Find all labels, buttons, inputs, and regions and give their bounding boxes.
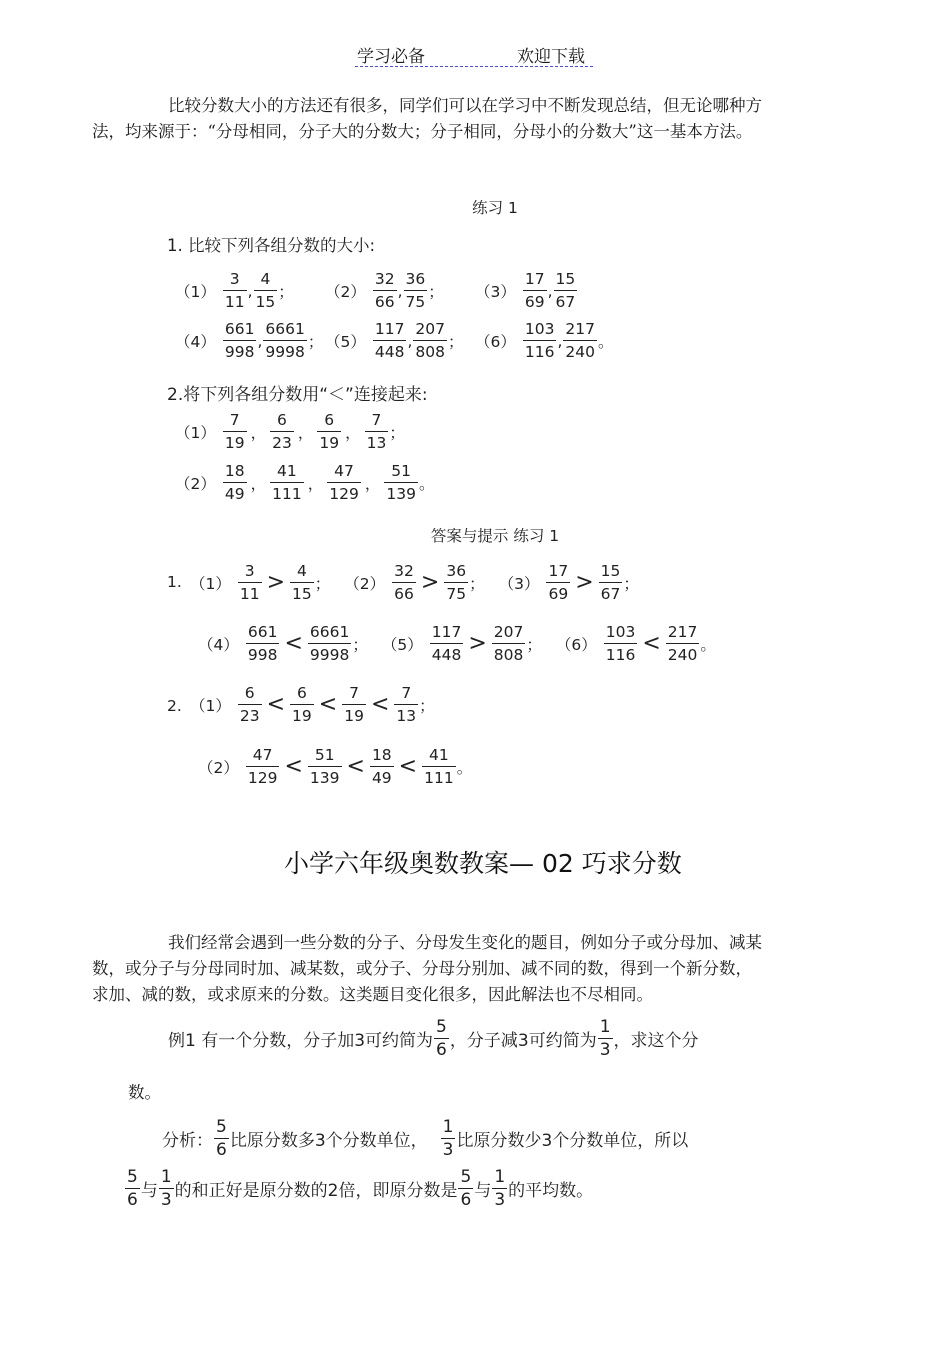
numerator: 207 bbox=[493, 623, 524, 641]
item-label: （2） bbox=[344, 574, 386, 593]
comparison-operator: < bbox=[370, 692, 390, 717]
numerator: 51 bbox=[391, 462, 411, 480]
fraction bbox=[422, 746, 456, 787]
numerator: 117 bbox=[374, 320, 405, 338]
numerator: 36 bbox=[405, 270, 426, 288]
fraction bbox=[546, 562, 570, 603]
denominator: 23 bbox=[270, 431, 294, 452]
numerator: 7 bbox=[401, 684, 412, 702]
denominator: 240 bbox=[563, 340, 597, 361]
numerator: 7 bbox=[371, 411, 382, 429]
analysis-text-1: 分析： bbox=[162, 1131, 213, 1151]
numerator: 6661 bbox=[309, 623, 350, 641]
item-label: （1） bbox=[175, 423, 216, 442]
item-end: ； bbox=[307, 332, 324, 351]
item-label: （3） bbox=[498, 574, 540, 593]
denominator: 139 bbox=[308, 766, 342, 787]
analysis-text-6: 与 bbox=[474, 1181, 492, 1201]
denominator: 240 bbox=[666, 643, 700, 664]
fraction bbox=[238, 684, 262, 725]
fraction bbox=[246, 746, 280, 787]
comma: ， bbox=[345, 423, 361, 442]
analysis-text-4: 与 bbox=[140, 1181, 158, 1201]
analysis-text-3: 比原分数少3个分数单位，所以 bbox=[456, 1131, 689, 1151]
exercise-q1-row-2 bbox=[175, 320, 625, 361]
numerator: 41 bbox=[429, 746, 449, 764]
comparison-operator: < bbox=[266, 692, 286, 717]
example-text-2: ，分子减3可约简为 bbox=[449, 1031, 597, 1051]
answers-title: 答案与提示 练习 1 bbox=[430, 527, 560, 545]
denominator: 111 bbox=[270, 482, 304, 503]
fraction: $\frac{5}{6}$ bbox=[127, 1167, 138, 1210]
numerator: 15 bbox=[600, 562, 621, 580]
numerator: 6 bbox=[244, 684, 255, 702]
item-end: ； bbox=[448, 332, 464, 351]
exercise-q1-row-1 bbox=[175, 270, 625, 311]
fraction bbox=[404, 270, 428, 311]
item-label: （2） bbox=[325, 282, 366, 301]
fraction bbox=[223, 411, 247, 452]
exercise-q2-row-2 bbox=[175, 462, 434, 503]
numerator: 41 bbox=[277, 462, 297, 480]
comma: , bbox=[397, 281, 403, 300]
fraction bbox=[263, 320, 306, 361]
fraction bbox=[270, 411, 294, 452]
numerator: 7 bbox=[349, 684, 360, 702]
comma: , bbox=[257, 331, 263, 350]
fraction bbox=[238, 562, 262, 603]
numerator: 207 bbox=[415, 320, 445, 338]
answer-item bbox=[382, 623, 542, 664]
fraction bbox=[666, 623, 700, 664]
item-label: （2） bbox=[198, 758, 239, 777]
answer-item bbox=[344, 562, 484, 603]
fraction bbox=[223, 462, 247, 503]
numerator: 117 bbox=[431, 623, 462, 641]
denominator: 66 bbox=[373, 290, 397, 311]
item-label: （4） bbox=[198, 635, 239, 654]
analysis-line-2 bbox=[124, 1168, 593, 1209]
item-label: （6） bbox=[475, 332, 516, 351]
comma: ， bbox=[250, 423, 267, 442]
numerator: 4 bbox=[260, 270, 271, 288]
fraction bbox=[599, 562, 623, 603]
fraction bbox=[392, 562, 416, 603]
comparison-operator: > bbox=[420, 570, 440, 595]
fraction bbox=[430, 623, 464, 664]
numerator: 4 bbox=[296, 562, 307, 580]
intro-line-2: 法，均来源于：“分母相同，分子大的分数大；分子相同，分母小的分数大”这一基本方法。 bbox=[92, 122, 753, 141]
denominator: 19 bbox=[290, 704, 314, 725]
item-end: ； bbox=[469, 574, 485, 593]
denominator: 111 bbox=[422, 766, 456, 787]
denominator: 19 bbox=[317, 431, 341, 452]
denominator: 129 bbox=[327, 482, 361, 503]
item-end: ； bbox=[428, 282, 444, 301]
denominator: 808 bbox=[413, 340, 447, 361]
fraction bbox=[290, 684, 314, 725]
denominator: 116 bbox=[604, 643, 638, 664]
answers-q2-row-1 bbox=[190, 684, 435, 725]
numerator: 661 bbox=[224, 320, 255, 338]
comma: ， bbox=[250, 474, 267, 493]
comparison-operator: < bbox=[642, 631, 661, 656]
numerator: 15 bbox=[555, 270, 576, 288]
numerator: 661 bbox=[247, 623, 278, 641]
analysis-text-2: 比原分数多3个分数单位， bbox=[229, 1131, 428, 1151]
numerator: 103 bbox=[524, 320, 555, 338]
example-continuation: 数。 bbox=[128, 1083, 161, 1102]
item-end: ； bbox=[419, 696, 435, 715]
answers-q1-row-2 bbox=[198, 623, 730, 664]
lesson-paragraph-line-3: 求加、减的数，或求原来的分数。这类题目变化很多，因此解法也不尽相同。 bbox=[92, 985, 653, 1004]
fraction bbox=[308, 623, 351, 664]
item-label: （1） bbox=[190, 574, 231, 593]
fraction bbox=[604, 623, 638, 664]
exercise-q2-row-1 bbox=[175, 411, 405, 452]
numerator: 18 bbox=[224, 462, 245, 480]
numerator: 217 bbox=[565, 320, 595, 338]
item-label: （1） bbox=[175, 282, 216, 301]
compare-item bbox=[325, 270, 475, 311]
answers-q2-row-2 bbox=[198, 746, 472, 787]
analysis-line-1 bbox=[162, 1118, 688, 1159]
compare-item bbox=[175, 270, 325, 311]
denominator: 66 bbox=[392, 582, 416, 603]
denominator: 11 bbox=[223, 290, 247, 311]
item-label: （5） bbox=[381, 635, 423, 654]
comparison-operator: > bbox=[468, 631, 487, 656]
denominator: 998 bbox=[223, 340, 257, 361]
denominator: 9998 bbox=[263, 340, 306, 361]
denominator: 9998 bbox=[308, 643, 351, 664]
item-label: （1） bbox=[190, 696, 231, 715]
comparison-operator: < bbox=[398, 754, 418, 779]
fraction: $\frac{5}{6}$ bbox=[436, 1017, 447, 1060]
item-label: （4） bbox=[175, 332, 216, 351]
fraction: $\frac{5}{6}$ bbox=[460, 1167, 472, 1210]
lesson-title: 小学六年级奥数教案— 02 巧求分数 bbox=[284, 849, 682, 878]
item-label: （6） bbox=[555, 635, 597, 654]
fraction bbox=[270, 462, 304, 503]
comparison-operator: < bbox=[318, 692, 338, 717]
fraction bbox=[317, 411, 341, 452]
numerator: 47 bbox=[334, 462, 354, 480]
fraction bbox=[246, 623, 280, 664]
fraction: $\frac{1}{3}$ bbox=[442, 1117, 454, 1160]
denominator: 67 bbox=[554, 290, 578, 311]
denominator: 11 bbox=[238, 582, 262, 603]
item-end: 。 bbox=[456, 758, 473, 777]
denominator: 19 bbox=[342, 704, 366, 725]
comma: , bbox=[407, 331, 413, 350]
fraction bbox=[373, 320, 407, 361]
denominator: 998 bbox=[246, 643, 280, 664]
fraction bbox=[563, 320, 597, 361]
denominator: 75 bbox=[444, 582, 468, 603]
exercise-q2-label: 2.将下列各组分数用“＜”连接起来: bbox=[167, 385, 428, 405]
numerator: 3 bbox=[229, 270, 240, 288]
numerator: 47 bbox=[252, 746, 273, 764]
compare-item bbox=[325, 320, 475, 361]
answer-item bbox=[198, 623, 368, 664]
item-label: （5） bbox=[325, 332, 366, 351]
header-right: 欢迎下载 bbox=[517, 47, 585, 67]
comparison-operator: < bbox=[284, 631, 303, 656]
answer-item bbox=[190, 562, 330, 603]
answers-q1-row-1 bbox=[190, 562, 653, 603]
item-end: 。 bbox=[418, 474, 435, 493]
item-end: ； bbox=[352, 635, 368, 654]
exercise-title: 练习 1 bbox=[472, 199, 518, 217]
comma: ， bbox=[364, 474, 381, 493]
numerator: 36 bbox=[446, 562, 467, 580]
denominator: 49 bbox=[223, 482, 247, 503]
item-end: ； bbox=[623, 574, 639, 593]
denominator: 23 bbox=[238, 704, 262, 725]
fraction: $\frac{1}{3}$ bbox=[494, 1167, 506, 1210]
denominator: 129 bbox=[246, 766, 280, 787]
example-1 bbox=[168, 1018, 699, 1059]
fraction bbox=[523, 320, 557, 361]
comparison-operator: < bbox=[346, 754, 365, 779]
item-label: （3） bbox=[475, 282, 516, 301]
denominator: 75 bbox=[404, 290, 428, 311]
numerator: 6 bbox=[277, 411, 287, 429]
numerator: 3 bbox=[244, 562, 255, 580]
denominator: 116 bbox=[523, 340, 557, 361]
compare-item bbox=[475, 270, 625, 311]
denominator: 808 bbox=[492, 643, 526, 664]
denominator: 448 bbox=[430, 643, 464, 664]
answer-item bbox=[556, 623, 716, 664]
item-end: ； bbox=[389, 423, 405, 442]
fraction bbox=[394, 684, 418, 725]
denominator: 15 bbox=[290, 582, 314, 603]
fraction bbox=[290, 562, 314, 603]
item-label: （2） bbox=[175, 474, 216, 493]
comma: ， bbox=[307, 474, 324, 493]
fraction bbox=[384, 462, 418, 503]
numerator: 17 bbox=[548, 562, 569, 580]
numerator: 103 bbox=[605, 623, 636, 641]
numerator: 17 bbox=[524, 270, 545, 288]
header-dashed-underline bbox=[355, 66, 593, 67]
fraction bbox=[492, 623, 526, 664]
example-text-3: ，求这个分 bbox=[613, 1031, 699, 1051]
answer-item bbox=[499, 562, 639, 603]
fraction: $\frac{5}{6}$ bbox=[216, 1117, 227, 1160]
numerator: 7 bbox=[229, 411, 240, 429]
numerator: 6661 bbox=[265, 320, 305, 338]
comparison-operator: > bbox=[266, 570, 286, 595]
fraction: $\frac{1}{3}$ bbox=[160, 1167, 172, 1210]
denominator: 67 bbox=[599, 582, 623, 603]
lesson-paragraph-line-2: 数，或分子与分母同时加、减某数，或分子、分母分别加、减不同的数，得到一个新分数， bbox=[92, 959, 752, 978]
analysis-text-5: 的和正好是原分数的2倍，即原分数是 bbox=[174, 1181, 458, 1201]
item-end: ； bbox=[526, 635, 542, 654]
fraction bbox=[223, 270, 247, 311]
fraction bbox=[365, 411, 389, 452]
intro-line-1: 比较分数大小的方法还有很多，同学们可以在学习中不断发现总结，但无论哪种方 bbox=[168, 96, 762, 115]
denominator: 69 bbox=[523, 290, 547, 311]
answers-q2-number: 2. bbox=[167, 697, 182, 715]
denominator: 448 bbox=[373, 340, 407, 361]
comma: , bbox=[547, 281, 553, 300]
numerator: 6 bbox=[324, 411, 335, 429]
numerator: 51 bbox=[314, 746, 335, 764]
denominator: 49 bbox=[370, 766, 394, 787]
item-end: 。 bbox=[598, 332, 614, 351]
fraction bbox=[370, 746, 394, 787]
fraction bbox=[308, 746, 342, 787]
item-end: ； bbox=[314, 574, 331, 593]
comparison-operator: > bbox=[575, 570, 594, 595]
fraction bbox=[444, 562, 468, 603]
fraction bbox=[254, 270, 278, 311]
comma: , bbox=[557, 331, 563, 350]
item-end: ； bbox=[278, 282, 294, 301]
fraction bbox=[327, 462, 361, 503]
answers-q1-number: 1. bbox=[167, 573, 182, 591]
denominator: 13 bbox=[365, 431, 389, 452]
denominator: 139 bbox=[384, 482, 418, 503]
denominator: 13 bbox=[394, 704, 418, 725]
denominator: 69 bbox=[546, 582, 570, 603]
numerator: 18 bbox=[371, 746, 392, 764]
fraction: $\frac{1}{3}$ bbox=[599, 1017, 611, 1060]
header-left: 学习必备 bbox=[357, 47, 425, 67]
denominator: 19 bbox=[223, 431, 247, 452]
numerator: 32 bbox=[374, 270, 395, 288]
analysis-text-7: 的平均数。 bbox=[508, 1181, 594, 1201]
compare-item bbox=[175, 320, 325, 361]
exercise-q1-label: 1. 比较下列各组分数的大小: bbox=[167, 236, 376, 255]
fraction bbox=[413, 320, 447, 361]
comma: ， bbox=[297, 423, 314, 442]
fraction bbox=[373, 270, 397, 311]
lesson-paragraph-line-1: 我们经常会遇到一些分数的分子、分母发生变化的题目，例如分子或分母加、减某 bbox=[168, 933, 762, 952]
fraction bbox=[223, 320, 257, 361]
numerator: 32 bbox=[394, 562, 414, 580]
comma: , bbox=[247, 281, 253, 300]
numerator: 6 bbox=[296, 684, 307, 702]
compare-item bbox=[475, 320, 625, 361]
example-text-1: 例1 有一个分数，分子加3可约简为 bbox=[168, 1031, 434, 1051]
fraction bbox=[554, 270, 578, 311]
denominator: 15 bbox=[254, 290, 278, 311]
numerator: 217 bbox=[667, 623, 698, 641]
comparison-operator: < bbox=[284, 754, 303, 779]
fraction bbox=[523, 270, 547, 311]
fraction bbox=[342, 684, 366, 725]
item-end: 。 bbox=[700, 635, 716, 654]
